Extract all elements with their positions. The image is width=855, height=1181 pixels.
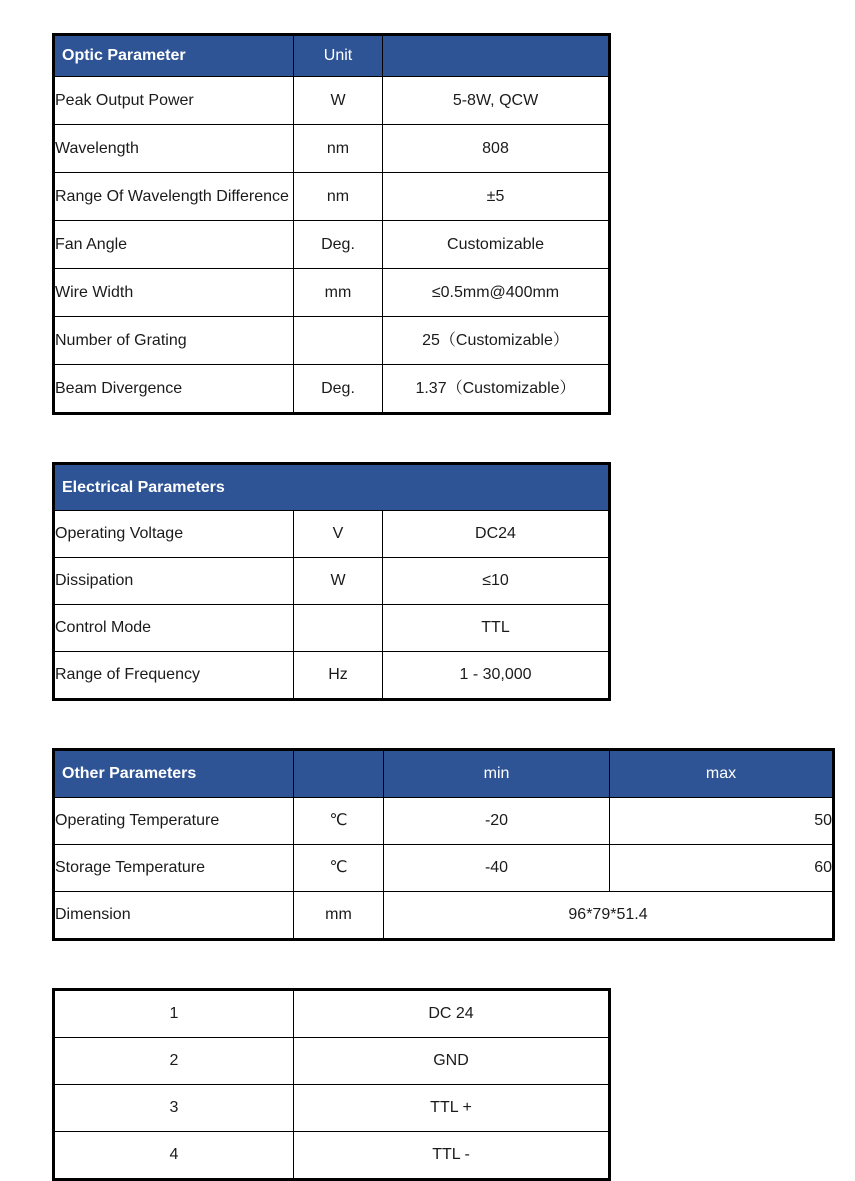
param-value-cell: 25（Customizable） — [383, 317, 610, 365]
param-name-cell: Operating Temperature — [54, 798, 294, 845]
param-name-cell: Control Mode — [54, 605, 294, 652]
table-row — [54, 990, 610, 1038]
table-row — [54, 77, 610, 125]
param-value-cell: 808 — [383, 125, 610, 173]
param-name-cell: Wavelength — [54, 125, 294, 173]
electrical-table-title: Electrical Parameters — [54, 464, 610, 511]
table-row — [54, 652, 610, 700]
param-unit-cell: nm — [294, 125, 383, 173]
electrical-header-row — [54, 464, 610, 511]
pin-number-cell: 4 — [54, 1132, 294, 1180]
pin-signal-cell: DC 24 — [294, 990, 610, 1038]
table-row — [54, 1132, 610, 1180]
table-row — [54, 221, 610, 269]
other-min-header: min — [384, 750, 610, 798]
table-row — [54, 365, 610, 414]
param-unit-cell: Deg. — [294, 221, 383, 269]
pinout-table — [52, 988, 611, 1181]
param-unit-cell: W — [294, 77, 383, 125]
param-value-cell: ≤0.5mm@400mm — [383, 269, 610, 317]
other-parameters-table — [52, 748, 835, 941]
pin-signal-cell: TTL + — [294, 1085, 610, 1132]
param-unit-cell — [294, 605, 383, 652]
param-name-cell: Fan Angle — [54, 221, 294, 269]
table-row — [54, 558, 610, 605]
param-value-cell: 1 - 30,000 — [383, 652, 610, 700]
param-unit-cell: Deg. — [294, 365, 383, 414]
pin-number-cell: 2 — [54, 1038, 294, 1085]
param-name-cell: Beam Divergence — [54, 365, 294, 414]
table-row — [54, 1038, 610, 1085]
param-min-cell: -20 — [384, 798, 610, 845]
optic-header-row — [54, 35, 610, 77]
optic-parameters-table — [52, 33, 611, 415]
electrical-parameters-table — [52, 462, 611, 701]
table-row — [54, 317, 610, 365]
param-value-cell: 96*79*51.4 — [384, 892, 834, 940]
param-name-cell: Peak Output Power — [54, 77, 294, 125]
param-unit-cell: mm — [294, 269, 383, 317]
table-row — [54, 798, 834, 845]
pin-signal-cell: TTL - — [294, 1132, 610, 1180]
param-name-cell: Operating Voltage — [54, 511, 294, 558]
param-unit-cell: nm — [294, 173, 383, 221]
param-unit-cell: ℃ — [294, 845, 384, 892]
param-value-cell: ±5 — [383, 173, 610, 221]
param-unit-cell: W — [294, 558, 383, 605]
pin-number-cell: 3 — [54, 1085, 294, 1132]
other-header-row — [54, 750, 834, 798]
table-row — [54, 511, 610, 558]
table-row — [54, 1085, 610, 1132]
param-name-cell: Wire Width — [54, 269, 294, 317]
table-row — [54, 892, 834, 940]
optic-unit-header: Unit — [294, 35, 383, 77]
param-value-cell: 5-8W, QCW — [383, 77, 610, 125]
param-unit-cell: Hz — [294, 652, 383, 700]
table-row — [54, 173, 610, 221]
optic-table-title: Optic Parameter — [54, 35, 294, 77]
param-unit-cell: mm — [294, 892, 384, 940]
optic-value-header — [383, 35, 610, 77]
param-min-cell: -40 — [384, 845, 610, 892]
param-unit-cell: V — [294, 511, 383, 558]
param-value-cell: 1.37（Customizable） — [383, 365, 610, 414]
param-name-cell: Range Of Wavelength Difference — [54, 173, 294, 221]
pin-signal-cell: GND — [294, 1038, 610, 1085]
other-unit-header — [294, 750, 384, 798]
param-name-cell: Dissipation — [54, 558, 294, 605]
table-row — [54, 845, 834, 892]
param-name-cell: Number of Grating — [54, 317, 294, 365]
param-value-cell: ≤10 — [383, 558, 610, 605]
param-unit-cell: ℃ — [294, 798, 384, 845]
param-max-cell: 50 — [610, 798, 834, 845]
param-unit-cell — [294, 317, 383, 365]
param-name-cell: Dimension — [54, 892, 294, 940]
param-value-cell: TTL — [383, 605, 610, 652]
table-row — [54, 605, 610, 652]
param-value-cell: DC24 — [383, 511, 610, 558]
param-max-cell: 60 — [610, 845, 834, 892]
param-name-cell: Storage Temperature — [54, 845, 294, 892]
table-row — [54, 269, 610, 317]
pin-number-cell: 1 — [54, 990, 294, 1038]
table-row — [54, 125, 610, 173]
param-value-cell: Customizable — [383, 221, 610, 269]
other-table-title: Other Parameters — [54, 750, 294, 798]
other-max-header: max — [610, 750, 834, 798]
param-name-cell: Range of Frequency — [54, 652, 294, 700]
